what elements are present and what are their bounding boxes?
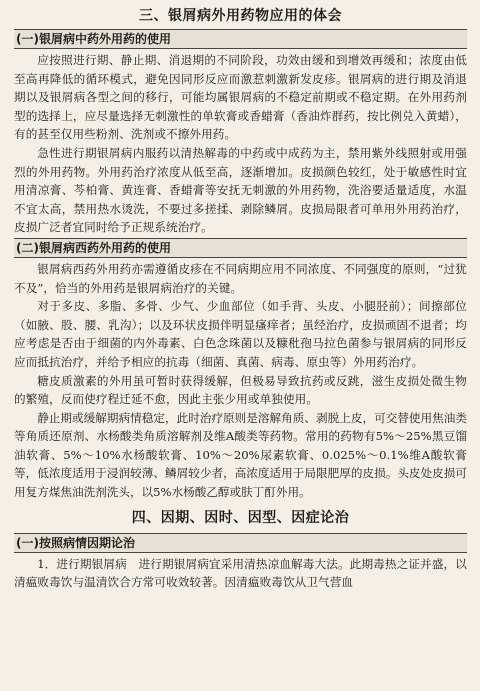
paragraph: 1．进行期银屑病 进行期银屑病宜采用清热凉血解毒大法。此期毒热之证并盛，以清瘟败毒饮与温清饮合方常可收效较著。因清瘟败毒饮从卫气营血 bbox=[14, 556, 467, 590]
paragraph: 对于多皮、多脂、多骨、少气、少血部位（如手背、头皮、小腿胫前）；间擦部位（如腋、股、腰、乳沟）；以及环状皮损伴明显瘙痒者；虽经治疗，皮损顽固不退者；均应考虑是否由于细菌的内外毒素、白色念珠菌以及糠秕孢马拉色菌参与银屑病的同形反应而抵抗治疗，并给予相应的抗毒（细菌、真菌、病毒、原虫等）外用药治疗。 bbox=[14, 299, 467, 369]
paragraph: 急性进行期银屑病内服药以清热解毒的中药或中成药为主，禁用紫外线照射或用强烈的外用药物。外用药治疗浓度从低至高，逐渐增加。皮损颜色较红，处于敏感性时宜用清凉膏、芩柏膏、黄连膏、香蜡膏等安抚无刺激的外用药物，洗浴要适量适度，水温不宜太高，禁用热水烫洗，不要过多搓揉、剥除鳞屑。皮损局限者可单用外用药治疗，皮损广泛者宜同时给予正规系统治疗。 bbox=[14, 145, 467, 235]
section-4-title: 四、因期、因时、因型、因症论治 bbox=[131, 509, 350, 526]
subheading-western-topical: (二)银屑病西药外用药的使用 bbox=[14, 238, 467, 258]
paragraph: 银屑病西药外用药亦需遵循皮疹在不同病期应用不同浓度、不同强度的原则，“过犹不及”，恰当的外用药是银屑病治疗的关键。 bbox=[14, 261, 467, 295]
section-3-title: 三、银屑病外用药物应用的体会 bbox=[139, 8, 342, 24]
paragraph: 糖皮质激素的外用虽可暂时获得缓解，但极易导致抗药或反跳，滋生皮损处微生物的繁殖，反而使疗程迁延不愈，因此主张少用或单独使用。 bbox=[14, 373, 467, 407]
subheading-stage-treatment: (一)按照病情因期论治 bbox=[14, 533, 467, 553]
paragraph: 应按照进行期、静止期、消退期的不同阶段，功效由缓和到增效再缓和；浓度由低至高再降低的循环模式，避免因同形反应而激惹刺激新发皮疹。银屑病的进行期及消退期以及银屑病各型之间的移行，可能均属银屑病的不稳定前期或不稳定期。在外用药剂型的选择上，应尽量选择无刺激性的单软膏或香蜡膏（香油炸群药，按比例兑入黄蜡），有的甚至仅用些粉剂、洗剂或不擦外用药。 bbox=[14, 53, 467, 142]
subheading-chinese-topical: (一)银屑病中药外用药的使用 bbox=[14, 29, 467, 49]
paragraph: 静止期或缓解期病情稳定，此时治疗原则是溶解角质、剥脱上皮，可交替使用焦油类等角质还原剂、水杨酸类角质溶解剂及维A酸类等药物。常用的药物有5%～25%黑豆馏油软膏、5%～10%水杨酸软膏、10%～20%尿素软膏、0.025%～0.1%维A酸软膏等，低浓度适用于浸润较薄、鳞屑较少者，高浓度适用于局限肥厚的皮损。头皮处皮损可用复方煤焦油洗剂洗头，以5%水杨酸乙醇或肤丁酊外用。 bbox=[14, 410, 467, 500]
